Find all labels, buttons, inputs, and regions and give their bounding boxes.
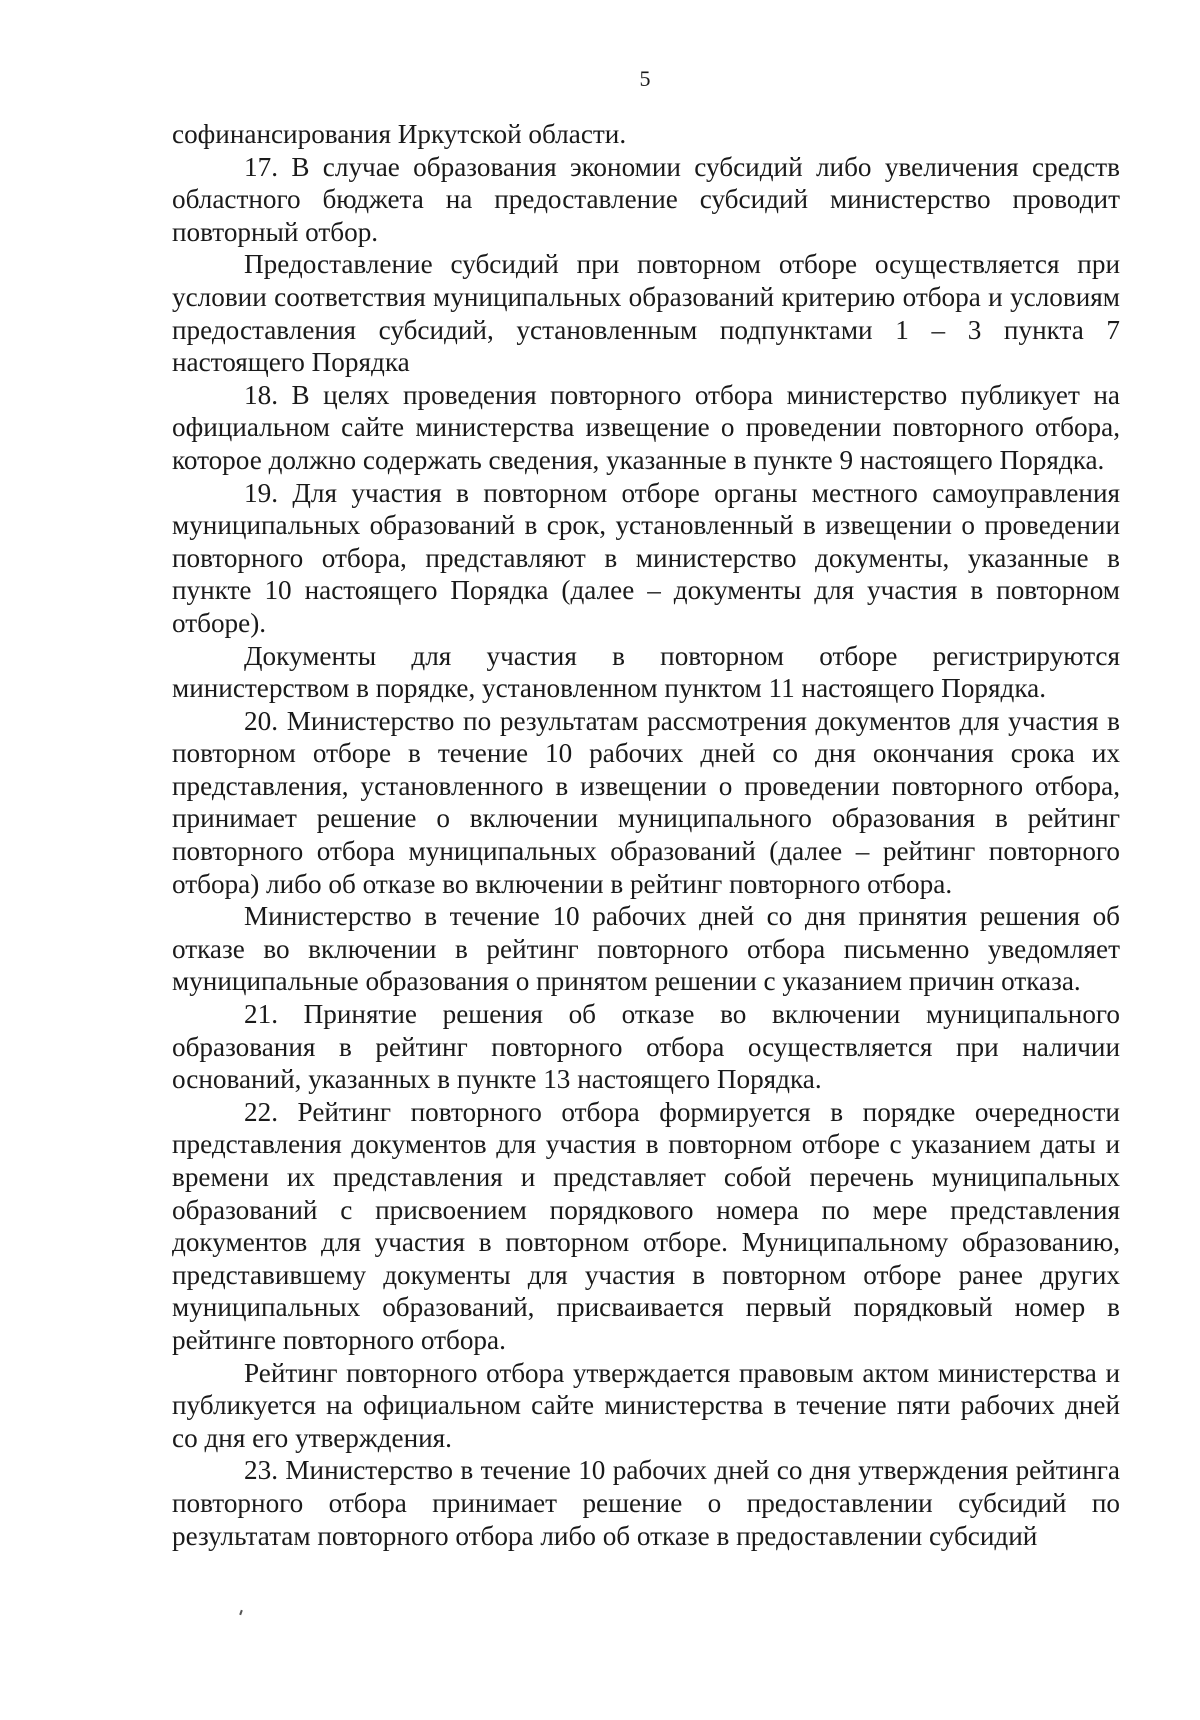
paragraph-item-19: 19. Для участия в повторном отборе органы местного самоуправления муниципальных образований в срок, установленный в извещении о проведении повторного отбора, представляют в министерство документы, указанные в пункте 10 настоящего Порядка (далее – документы для участия в повторном отборе). (172, 477, 1120, 638)
paragraph-item-21: 21. Принятие решения об отказе во включении муниципального образования в рейтинг повторного отбора осуществляется при наличии оснований, указанных в пункте 13 настоящего Порядка. (172, 999, 1120, 1095)
paragraph-item-17: 17. В случае образования экономии субсидий либо увеличения средств областного бюджета на предоставление субсидий министерство проводит повторный отбор. (172, 151, 1120, 247)
document-body (172, 118, 1120, 1552)
paragraph: Документы для участия в повторном отборе регистрируются министерством в порядке, установленном пунктом 11 настоящего Порядка. (172, 640, 1120, 704)
paragraph-continuation: софинансирования Иркутской области. (172, 119, 627, 149)
paragraph: Рейтинг повторного отбора утверждается правовым актом министерства и публикуется на официальном сайте министерства в течение пяти рабочих дней со дня его утверждения. (172, 1357, 1120, 1453)
scan-mark (239, 1610, 243, 1615)
paragraph-item-20: 20. Министерство по результатам рассмотрения документов для участия в повторном отборе в течение 10 рабочих дней со дня окончания срока их представления, установленного в извещении о проведении повторного отбора, принимает решение о включении муниципального образования в рейтинг повторного отбора муниципальных образований (далее – рейтинг повторного отбора) либо об отказе во включении в рейтинг повторного отбора. (172, 705, 1120, 899)
paragraph-item-18: 18. В целях проведения повторного отбора министерство публикует на официальном сайте министерства извещение о проведении повторного отбора, которое должно содержать сведения, указанные в пункте 9 настоящего Порядка. (172, 379, 1120, 475)
paragraph: Предоставление субсидий при повторном отборе осуществляется при условии соответствия муниципальных образований критерию отбора и условиям предоставления субсидий, установленным подпунктами 1 – 3 пункта 7 настоящего Порядка (172, 249, 1120, 378)
paragraph: Министерство в течение 10 рабочих дней со дня принятия решения об отказе во включении в рейтинг повторного отбора письменно уведомляет муниципальные образования о принятом решении с указанием причин отказа. (172, 901, 1120, 997)
paragraph-item-23: 23. Министерство в течение 10 рабочих дней со дня утверждения рейтинга повторного отбора принимает решение о предоставлении субсидий по результатам повторного отбора либо об отказе в предоставлении субсидий (172, 1455, 1120, 1551)
page-number: 5 (639, 66, 651, 91)
paragraph-item-22: 22. Рейтинг повторного отбора формируется в порядке очередности представления документов для участия в повторном отборе с указанием даты и времени их представления и представляет собой перечень муниципальных образований с присвоением порядкового номера по мере представления документов для участия в повторном отборе. Муниципальному образованию, представившему документы для участия в повторном отборе ранее других муниципальных образований, присваивается первый порядковый номер в рейтинге повторного отбора. (172, 1096, 1120, 1355)
